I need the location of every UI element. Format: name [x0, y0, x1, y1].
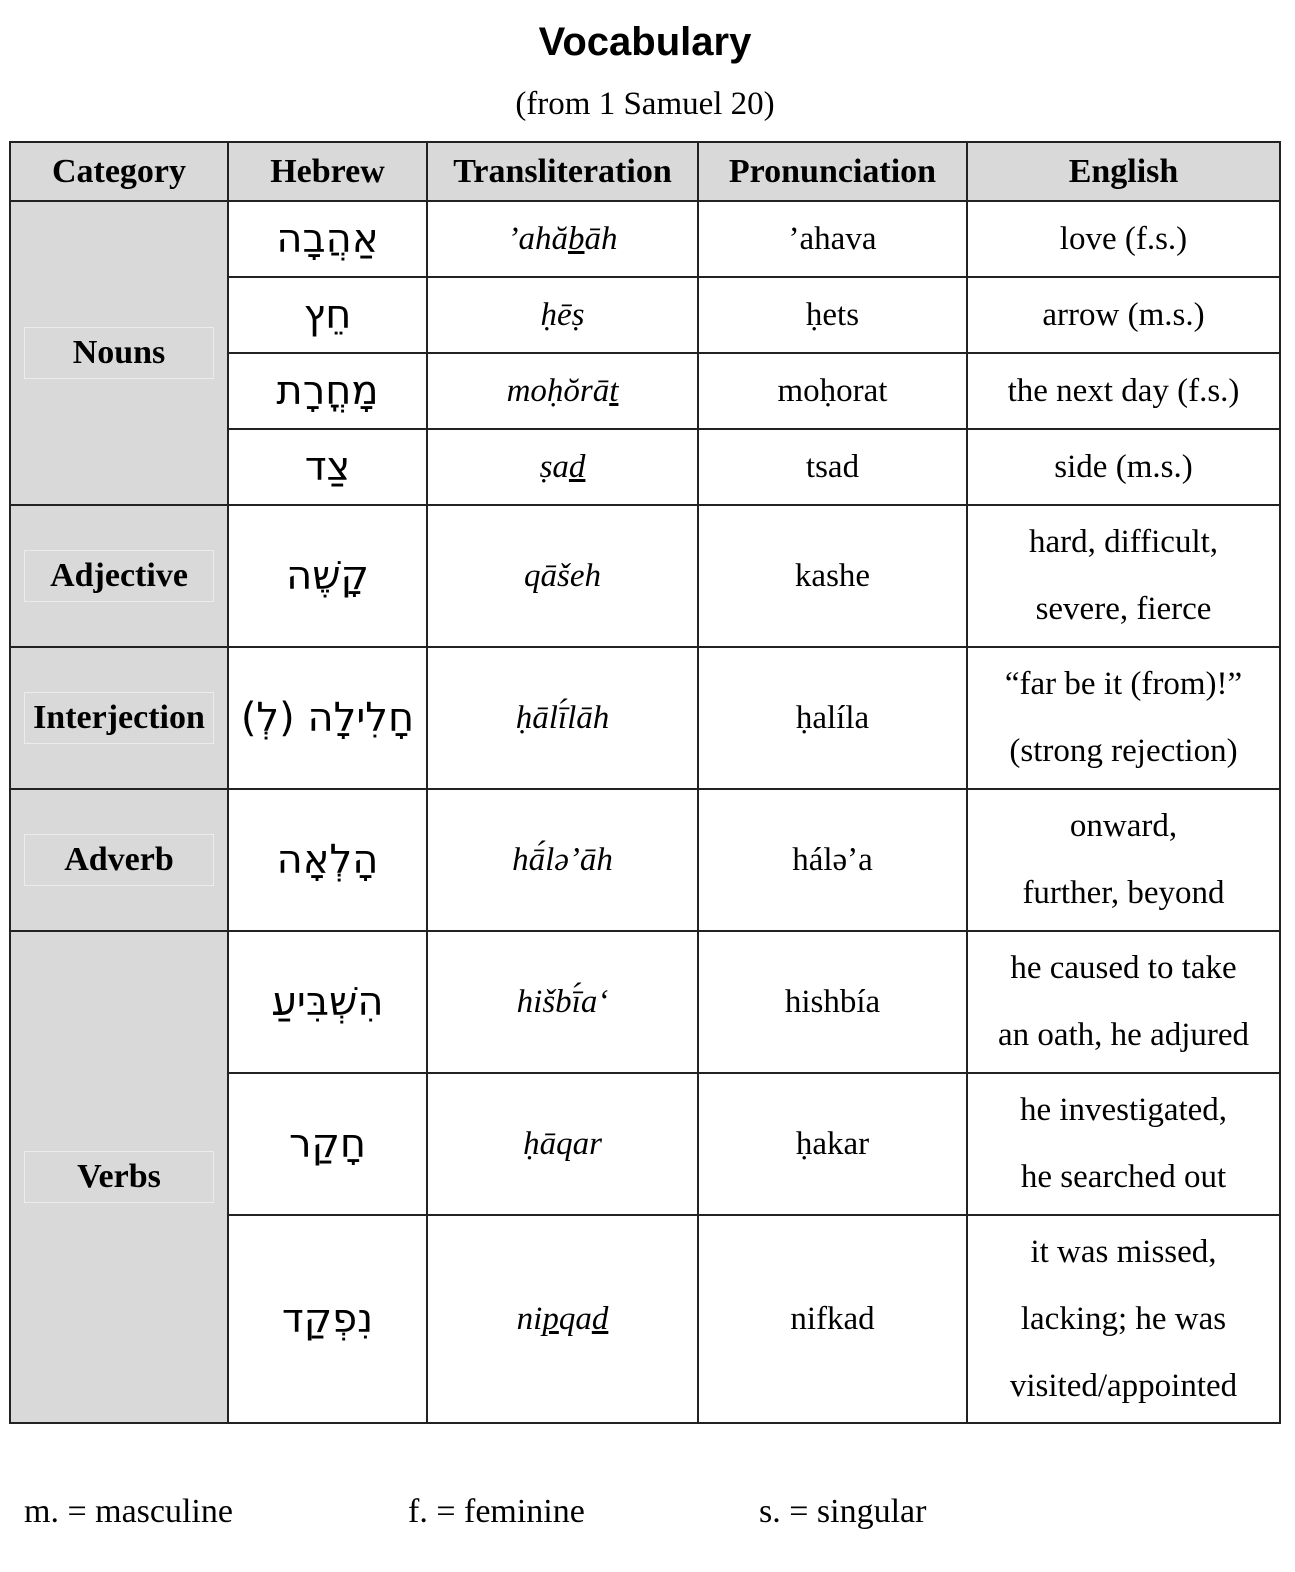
- pronunciation-cell: hishbía: [698, 931, 967, 1073]
- category-label: Nouns: [24, 327, 214, 379]
- transliteration-cell: ḥāqar: [427, 1073, 698, 1215]
- transliteration-cell: qāšeh: [427, 505, 698, 647]
- pronunciation-cell: nifkad: [698, 1215, 967, 1423]
- category-cell-adjective: [10, 505, 228, 647]
- header-row: [10, 142, 1280, 201]
- hebrew-cell: [228, 505, 427, 647]
- column-header-category: Category: [10, 142, 228, 201]
- category-label: Verbs: [24, 1151, 214, 1203]
- category-cell-nouns: [10, 201, 228, 505]
- hebrew-cell: [228, 201, 427, 277]
- transliteration-cell: hā́ləʼāh: [427, 789, 698, 931]
- english-cell: love (f.s.): [967, 201, 1280, 277]
- transliteration-cell: hišbī́aʻ: [427, 931, 698, 1073]
- pronunciation-cell: ḥakar: [698, 1073, 967, 1215]
- hebrew-word: הִשְׁבִּיעַ: [271, 979, 384, 1025]
- transliteration-cell: nipqad: [427, 1215, 698, 1423]
- table-row: [10, 647, 1280, 789]
- table-row: [10, 789, 1280, 931]
- category-label: Interjection: [24, 692, 214, 744]
- pronunciation-cell: ’ahava: [698, 201, 967, 277]
- category-label: Adjective: [24, 550, 214, 602]
- hebrew-cell: [228, 353, 427, 429]
- hebrew-word: חֵץ: [303, 292, 352, 338]
- hebrew-cell: [228, 789, 427, 931]
- english-cell: “far be it (from)!” (strong rejection): [967, 647, 1280, 789]
- english-cell: side (m.s.): [967, 429, 1280, 505]
- transliteration-cell: ’ahăbāh: [427, 201, 698, 277]
- legend-masculine: m. = masculine: [24, 1493, 233, 1530]
- hebrew-cell: [228, 1215, 427, 1423]
- page-subtitle: (from 1 Samuel 20): [515, 86, 775, 122]
- column-header-transliteration: Transliteration: [427, 142, 698, 201]
- pronunciation-cell: háləʼa: [698, 789, 967, 931]
- table-row: [10, 201, 1280, 277]
- pronunciation-cell: moḥorat: [698, 353, 967, 429]
- english-cell: hard, difficult, severe, fierce: [967, 505, 1280, 647]
- english-cell: it was missed, lacking; he was visited/appointed: [967, 1215, 1280, 1423]
- pronunciation-cell: kashe: [698, 505, 967, 647]
- hebrew-cell: [228, 1073, 427, 1215]
- transliteration-cell: ḥēṣ: [427, 277, 698, 353]
- column-header-english: English: [967, 142, 1280, 201]
- hebrew-word: צַד: [304, 444, 351, 490]
- page-title: Vocabulary: [538, 20, 752, 64]
- vocabulary-table: [9, 141, 1281, 1424]
- category-cell-adverb: [10, 789, 228, 931]
- transliteration-cell: ḥālī́lāh: [427, 647, 698, 789]
- transliteration-cell: moḥŏrāt: [427, 353, 698, 429]
- hebrew-cell: [228, 647, 427, 789]
- english-cell: he caused to take an oath, he adjured: [967, 931, 1280, 1073]
- hebrew-cell: [228, 429, 427, 505]
- category-label: Adverb: [24, 834, 214, 886]
- hebrew-word: מָחֳרָת: [276, 368, 379, 414]
- column-header-hebrew: Hebrew: [228, 142, 427, 201]
- pronunciation-cell: ḥalíla: [698, 647, 967, 789]
- legend-feminine: f. = feminine: [408, 1493, 585, 1530]
- hebrew-cell: [228, 931, 427, 1073]
- english-cell: arrow (m.s.): [967, 277, 1280, 353]
- pronunciation-cell: tsad: [698, 429, 967, 505]
- english-cell: the next day (f.s.): [967, 353, 1280, 429]
- category-cell-interjection: [10, 647, 228, 789]
- hebrew-cell: [228, 277, 427, 353]
- english-cell: he investigated, he searched out: [967, 1073, 1280, 1215]
- hebrew-word: קָשֶׁה: [286, 553, 369, 599]
- legend-singular: s. = singular: [759, 1493, 927, 1530]
- category-cell-verbs: [10, 931, 228, 1423]
- table-row: [10, 505, 1280, 647]
- hebrew-word: נִפְקַד: [281, 1296, 374, 1342]
- hebrew-word: אַהֲבָה: [276, 216, 379, 262]
- hebrew-word: חָקַר: [288, 1121, 367, 1167]
- transliteration-cell: ṣad: [427, 429, 698, 505]
- hebrew-word: חָלִילָה (לְ): [240, 695, 415, 741]
- hebrew-word: הָלְאָה: [276, 837, 379, 883]
- column-header-pronunciation: Pronunciation: [698, 142, 967, 201]
- table-row: [10, 931, 1280, 1073]
- pronunciation-cell: ḥets: [698, 277, 967, 353]
- english-cell: onward, further, beyond: [967, 789, 1280, 931]
